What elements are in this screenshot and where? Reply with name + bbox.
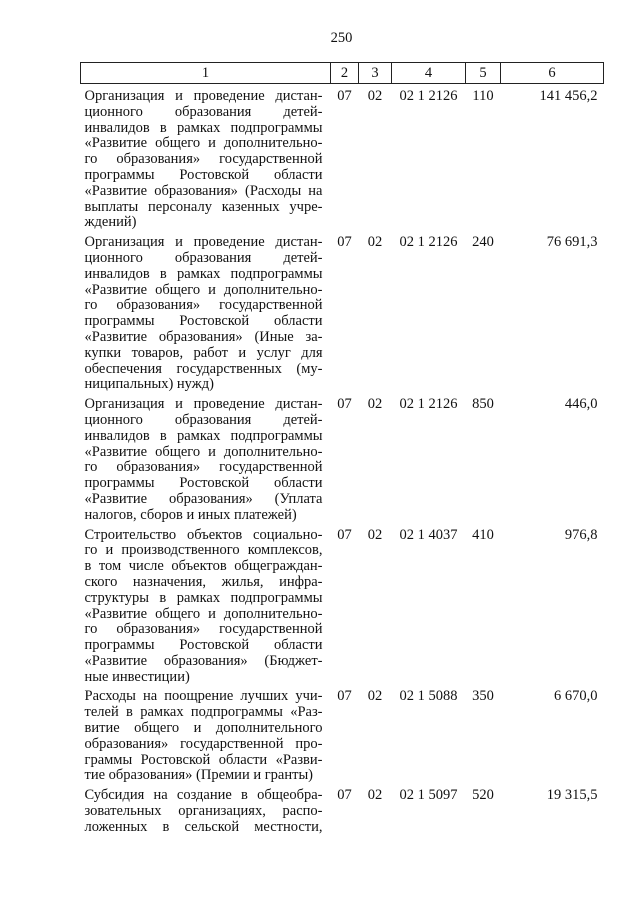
section-code: 07 [337,526,352,543]
table-row [81,685,604,784]
expense-type-code: 520 [472,787,494,804]
header-col-6: 6 [501,63,604,84]
target-article-code: 02 1 2126 [399,88,458,104]
description-line: «Развитие образования» (Иные за- [84,328,323,345]
description-line: «Развитие образования» (Уплата [84,490,323,507]
target-article-code: 02 1 2126 [399,396,458,413]
target-article-code: 02 1 5097 [399,787,458,804]
description-line: Строительство объектов социально- [84,526,323,543]
subsection-code: 02 [367,688,383,705]
expense-type-code: 850 [472,396,494,413]
header-row [81,63,604,84]
table-row [81,231,604,393]
table-row [81,524,604,686]
amount-value: 141 456,2 [539,88,598,104]
section-code: 07 [337,787,352,804]
description-line: тие образования» (Премии и гранты) [84,767,314,784]
section-code: 07 [337,88,352,104]
amount-value: 976,8 [564,526,598,543]
description-line: программы Ростовской области [84,166,323,183]
subsection-code: 02 [367,787,383,804]
description-line: «Развитие общего и дополнительно- [84,135,323,152]
subsection-code: 02 [367,526,383,543]
row-description [81,524,331,686]
description-line: структуры в рамках подпрограммы [84,589,323,606]
target-article-code: 02 1 5088 [399,688,458,705]
description-line: ложенных в сельской местности, [84,818,323,835]
table-header [81,63,604,84]
description-line: «Развитие общего и дополнительно- [84,443,323,460]
description-line: инвалидов в рамках подпрограммы [84,265,323,282]
amount-value: 446,0 [564,396,598,413]
row-description [81,685,331,784]
target-article-code: 02 1 2126 [399,234,458,251]
description-line: го образования» государственной [84,459,323,476]
description-line: ского назначения, жилья, инфра- [84,573,323,590]
description-line: го образования» государственной [84,297,323,314]
page-number: 250 [330,30,353,46]
description-line: обеспечения государственных (му- [84,360,323,377]
description-line: го образования» государственной [84,621,323,638]
description-line: Организация и проведение дистан- [84,234,323,251]
table-body [81,84,604,836]
table-row [81,784,604,835]
description-line: инвалидов в рамках подпрограммы [84,427,323,444]
row-description [81,393,331,523]
header-col-1: 1 [81,63,331,84]
header-col-5: 5 [466,63,501,84]
description-line: «Развитие общего и дополнительно- [84,605,323,622]
expense-type-code: 240 [472,234,494,251]
description-line: «Развитие образования» (Бюджет- [84,652,323,669]
description-line: ниципальных) нужд) [84,376,214,393]
header-col-3: 3 [359,63,392,84]
description-line: го образования» государственной [84,151,323,168]
expense-type-code: 110 [472,88,494,104]
section-code: 07 [337,396,352,413]
header-col-2: 2 [331,63,359,84]
amount-value: 6 670,0 [554,688,598,705]
description-line: инвалидов в рамках подпрограммы [84,119,323,136]
description-line: телей в рамках подпрограммы «Раз- [84,704,323,721]
row-description [81,84,331,232]
description-line: налогов, сборов и иных платежей) [84,506,297,523]
description-line: купки товаров, работ и услуг для [84,344,323,361]
expense-type-code: 410 [472,526,494,543]
subsection-code: 02 [367,234,383,251]
header-col-4: 4 [392,63,466,84]
description-line: «Развитие образования» (Расходы на [84,182,323,199]
row-description [81,231,331,393]
amount-value: 19 315,5 [546,787,598,804]
description-line: го и производственного комплексов, [84,542,323,559]
section-code: 07 [337,688,352,705]
description-line: в том числе объектов общеграждан- [84,558,323,575]
expense-type-code: 350 [472,688,494,705]
description-line: Организация и проведение дистан- [84,396,323,413]
description-line: Организация и проведение дистан- [84,88,323,104]
table-row [81,393,604,523]
target-article-code: 02 1 4037 [399,526,458,543]
description-line: ные инвестиции) [84,668,190,685]
description-line: образования» государственной про- [84,735,323,752]
description-line: программы Ростовской области [84,475,323,492]
description-line: выплаты персоналу казенных учре- [84,198,323,215]
description-line: зовательных организациях, распо- [84,803,323,820]
description-line: Субсидия на создание в общеобра- [84,787,323,804]
description-line: витие общего и дополнительного [84,720,323,737]
row-description [81,784,331,835]
subsection-code: 02 [367,396,383,413]
description-line: Расходы на поощрение лучших учи- [84,688,323,705]
amount-value: 76 691,3 [546,234,598,251]
section-code: 07 [337,234,352,251]
description-line: ждений) [84,214,137,231]
description-line: ционного образования детей- [84,249,323,266]
description-line: программы Ростовской области [84,637,323,654]
budget-table [80,62,604,836]
description-line: программы Ростовской области [84,313,323,330]
description-line: граммы Ростовской области «Разви- [84,751,323,768]
description-line: ционного образования детей- [84,411,323,428]
description-line: «Развитие общего и дополнительно- [84,281,323,298]
description-line: ционного образования детей- [84,103,323,120]
table-row [81,84,604,232]
subsection-code: 02 [367,88,383,104]
